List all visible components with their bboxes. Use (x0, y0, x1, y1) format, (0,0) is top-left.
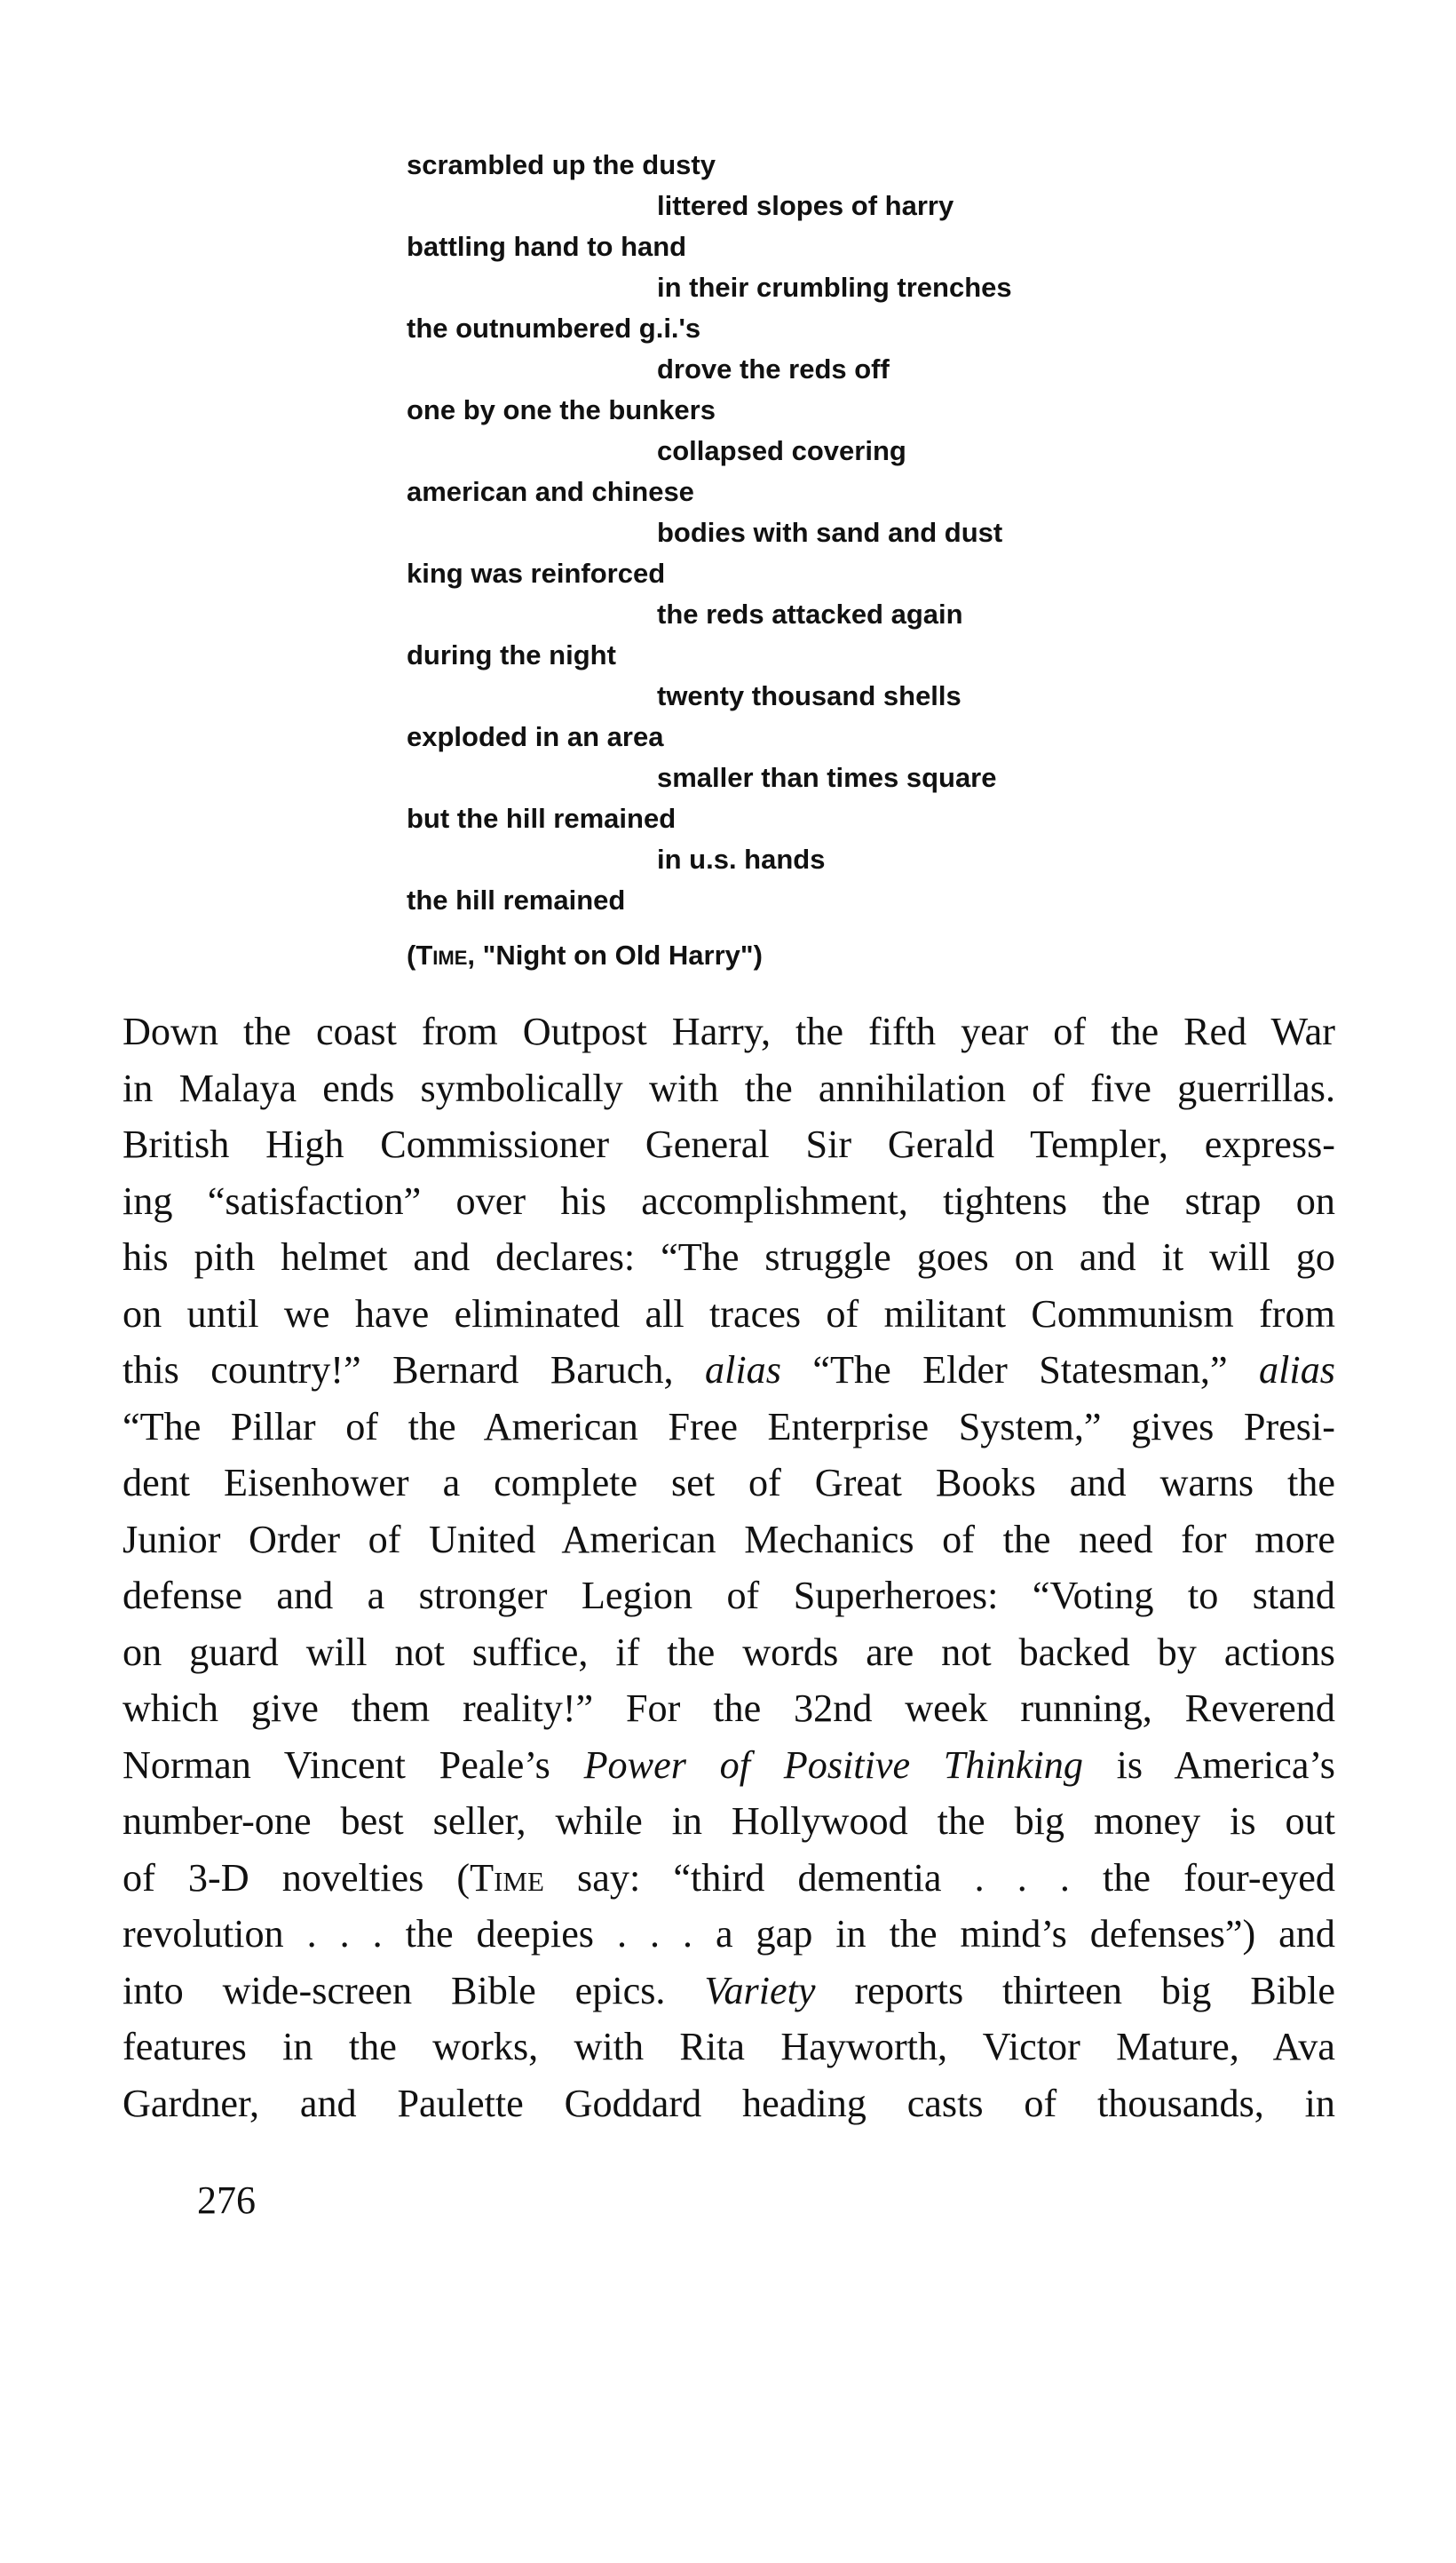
body-paragraph (123, 1004, 1335, 2131)
body-text-run: reports thirteen big Bible (815, 1968, 1336, 2012)
poem-line: littered slopes of harry (657, 190, 954, 221)
poem-line: bodies with sand and dust (657, 517, 1003, 548)
body-text-run: is America’s (1082, 1742, 1335, 1787)
body-line: Down the coast from Outpost Harry, the fifth year of the Red War (123, 1010, 1335, 1053)
poem-line: the reds attacked again (657, 599, 963, 630)
poem-line: collapsed covering (657, 435, 906, 466)
poem-citation (407, 938, 763, 973)
body-text-italic: alias (1259, 1348, 1335, 1392)
poem-line: scrambled up the dusty (407, 149, 716, 180)
poem-line: in u.s. hands (657, 844, 826, 875)
body-text-smallcaps: Time (470, 1855, 544, 1900)
body-line: in Malaya ends symbolically with the annihilation of five guerrillas. (123, 1066, 1335, 1110)
page-number: 276 (197, 2178, 256, 2222)
body-line: features in the works, with Rita Hayworth, Victor Mature, Ava (123, 2025, 1335, 2068)
body-line: dent Eisenhower a complete set of Great Books and warns the (123, 1461, 1335, 1504)
body-line: on until we have eliminated all traces of militant Communism from (123, 1291, 1335, 1336)
poem-line: twenty thousand shells (657, 680, 961, 711)
body-text-run: of 3-D novelties ( (123, 1855, 471, 1900)
body-line: British High Commissioner General Sir Gerald Templer, express- (123, 1123, 1335, 1166)
poem-line: but the hill remained (407, 803, 677, 834)
poem-line: american and chinese (407, 476, 694, 507)
poem-line: exploded in an area (407, 721, 664, 752)
body-line: ing “satisfaction” over his accomplishment, tightens the strap on (123, 1178, 1335, 1223)
poem-line: the hill remained (407, 885, 626, 916)
body-line (123, 1737, 1335, 1794)
body-text-run: this country!” Bernard Baruch, (123, 1348, 705, 1392)
body-line: Junior Order of United American Mechanics of the need for more (123, 1517, 1335, 1561)
body-line (123, 1342, 1335, 1399)
body-line (123, 1963, 1335, 2019)
citation-open: ( (407, 940, 416, 971)
poem-line: smaller than times square (657, 762, 997, 793)
publication-title: Variety (704, 1968, 816, 2012)
body-line: on guard will not suffice, if the words are not backed by actions (123, 1630, 1335, 1674)
body-line: revolution . . . the deepies . . . a gap in the mind’s defenses”) and (123, 1912, 1335, 1956)
poem-line: the outnumbered g.i.'s (407, 313, 701, 344)
body-line: Gardner, and Paulette Goddard heading casts of thousands, in (123, 2081, 1335, 2125)
book-title: Power of Positive Thinking (583, 1742, 1083, 1787)
body-line: defense and a stronger Legion of Superheroes: “Voting to stand (123, 1574, 1335, 1617)
poem-line: during the night (407, 639, 616, 671)
body-text-run: “The Elder Statesman,” (780, 1348, 1260, 1392)
body-line: his pith helmet and declares: “The struggle goes on and it will go (123, 1235, 1335, 1279)
body-line: which give them reality!” For the 32nd week running, Reverend (123, 1686, 1335, 1730)
body-line: “The Pillar of the American Free Enterprise System,” gives Presi- (123, 1404, 1335, 1448)
body-line: number-one best seller, while in Hollywood the big money is out (123, 1799, 1335, 1843)
body-text-run: into wide-screen Bible epics. (123, 1968, 705, 2012)
body-text-run: Norman Vincent Peale’s (123, 1742, 584, 1787)
poem-line: one by one the bunkers (407, 394, 716, 425)
poem-line: king was reinforced (407, 558, 666, 589)
poem-line: battling hand to hand (407, 231, 687, 262)
body-line (123, 1850, 1335, 1907)
poem-line: in their crumbling trenches (657, 272, 1012, 303)
poem-line: drove the reds off (657, 353, 890, 385)
citation-title: , "Night on Old Harry") (467, 940, 763, 971)
body-text-run: say: “third dementia . . . the four-eyed (543, 1855, 1335, 1900)
body-text-italic: alias (704, 1348, 781, 1392)
citation-source: Time (415, 940, 468, 971)
